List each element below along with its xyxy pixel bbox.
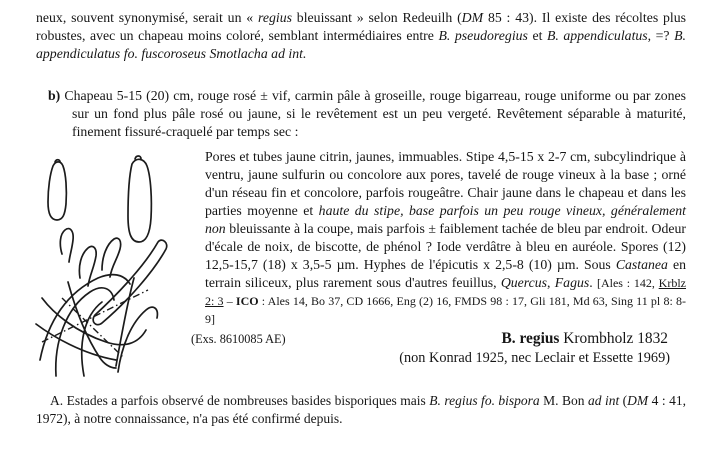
hypha-filament: [68, 282, 116, 368]
hypha-filament: [40, 275, 130, 360]
intro-paragraph: neux, souvent synonymisé, serait un « regius bleuissant » selon Redeuilh (DM 85 : 43). Il existe des récoltes plus robustes, avec un chapeau moins coloré, semblant intermédiaires entre B. pseudoregius et B. appendiculatus, =? B. appendiculatus fo. fuscoroseus Smotlacha ad int.: [36, 10, 687, 61]
item-b-paragraph: [36, 87, 686, 141]
synonym-note: (non Konrad 1925, nec Leclair et Essette 1969): [399, 350, 670, 366]
spore-outline: [48, 162, 66, 220]
spore-hyphae-figure: [26, 150, 202, 382]
exsiccata-number: (Exs. 8610085 AE): [191, 332, 286, 346]
item-b-label: b): [48, 88, 61, 103]
item-b-text: Chapeau 5-15 (20) cm, rouge rosé ± vif, carmin pâle à groseille, rouge bigarreau, rouge uniforme ou par zones sur un fond plus pâle rosé ou jaune, si le revêtement est un peu vergeté. Revêtement séparable à maturité, finement fissuré-craquelé par temps sec :: [60, 88, 686, 139]
description-section: [36, 148, 686, 367]
morphology-paragraph: Pores et tubes jaune citrin, jaunes, immuables. Stipe 4,5-15 x 2-7 cm, subcylindrique à ventru, jaune sulfurin ou concolore aux pores, tavelé de rouge vineux à la base ; orné d'un réseau fin et concolore, parfois rougeâtre. Chair jaune dans le chapeau et dans les parties moyenne et haute du stipe, base parfois un peu rouge vineux, généralement non bleuissante à la coupe, mais parfois ± faiblement tachée de bleu par endroit. Odeur d'écale de noix, de biscotte, de phénol ? Iode verdâtre à bleu en auréole. Spores (12) 12,5-15,7 (18) x 3,5-5 µm. Hyphes de l'épicutis x 2,5-8 (10) µm. Sous Castanea en terrain siliceux, plus rarement sous d'autres feuillus, Quercus, Fagus. [Ales : 142, Krblz 2: 3 – ICO : Ales 14, Bo 37, CD 1666, Eng (2) 16, FMDS 98 : 17, Gli 181, Md 63, Sing 11 pl 8: 8-9]: [205, 149, 687, 326]
hypha-tip: [102, 238, 121, 277]
species-name-heading: B. regius Krombholz 1832: [501, 330, 668, 347]
footnote-paragraph: A. Estades a parfois observé de nombreuses basides bisporiques mais B. regius fo. bispora M. Bon ad int (DM 4 : 41, 1972), à notre connaissance, n'a pas été confirmé depuis.: [36, 393, 686, 426]
hypha-tip: [60, 229, 73, 262]
spore-outline: [128, 159, 151, 242]
